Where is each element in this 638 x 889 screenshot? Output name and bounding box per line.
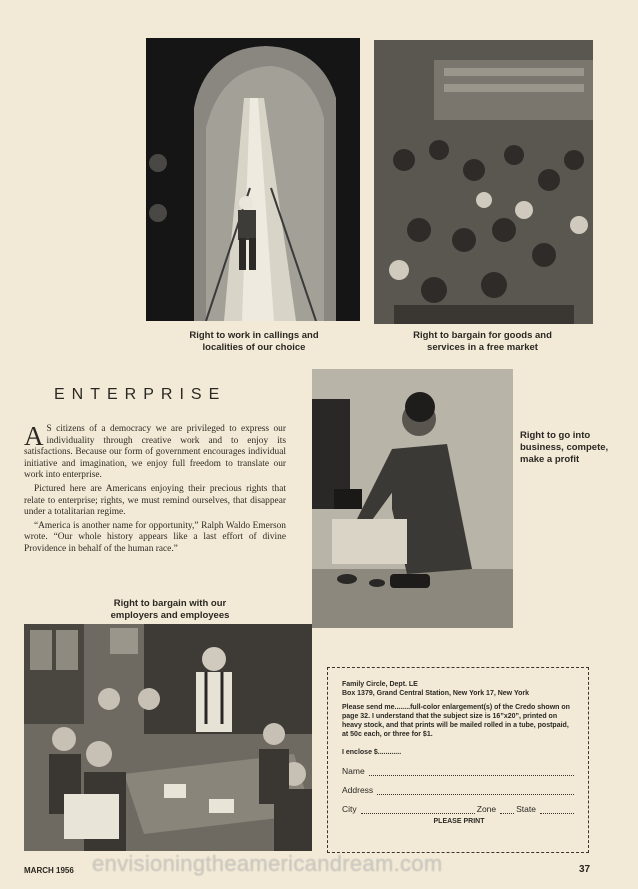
- coupon-name-row: [342, 766, 576, 776]
- coupon-state-field[interactable]: [540, 805, 574, 814]
- bridge-worker-illustration: [146, 38, 360, 321]
- shoeshine-photo-caption: Right to go into business, compete, make a profit: [520, 430, 609, 465]
- coupon-city-label: City: [342, 804, 357, 814]
- coupon-address-line1: Family Circle, Dept. LE: [342, 681, 418, 688]
- coupon-city-field[interactable]: [361, 805, 475, 814]
- article-paragraph-3: “America is another name for opportunity,” Ralph Waldo Emerson wrote. “Our whole history appears like a last effort of divine Providence in behalf of the human race.”: [24, 520, 286, 554]
- article-body: [24, 421, 286, 558]
- site-watermark: envisioningtheamericandream.com: [92, 851, 443, 876]
- coupon-name-label: Name: [342, 766, 365, 776]
- coupon-name-field[interactable]: [369, 767, 574, 776]
- coupon-address-row: [342, 785, 576, 795]
- market-crowd-photo: [374, 40, 593, 324]
- union-meeting-illustration: [24, 624, 312, 851]
- meeting-photo-caption: Right to bargain with our employers and employees: [110, 598, 230, 621]
- coupon-address-label: Address: [342, 785, 374, 795]
- shoeshine-boy-photo: [312, 369, 513, 628]
- page-number: 37: [579, 864, 591, 875]
- drop-cap: A: [24, 421, 44, 451]
- article-heading: ENTERPRISE: [54, 386, 227, 403]
- union-meeting-photo: [24, 624, 312, 851]
- market-photo-caption: Right to bargain for goods and services in a free market: [413, 330, 552, 353]
- issue-date: MARCH 1956: [24, 866, 74, 875]
- shoeshine-boy-illustration: [312, 369, 513, 628]
- bridge-photo-caption: Right to work in callings and localities of our choice: [189, 330, 319, 353]
- market-crowd-illustration: [374, 40, 593, 324]
- coupon-body: Please send me........full-color enlargement(s) of the Credo shown on page 32. I understand that the subject size is 16”x20”, printed on heavy stock, and that prints will be mailed rolled in a tube, postpaid, at 50c each, or three for $1.: [342, 704, 570, 738]
- coupon-print-note: PLEASE PRINT: [433, 818, 485, 825]
- coupon-address-field[interactable]: [377, 786, 574, 795]
- article-paragraph-1: A S citizens of a democracy we are privileged to express our individuality through creative work and to enjoy its satisfactions. Because our form of government encourages individual initiative and imagination, we enjoy full freedom to translate our work into enterprise.: [24, 421, 286, 481]
- bridge-worker-photo: [146, 38, 360, 321]
- coupon-enclose: I enclose $............: [342, 749, 402, 756]
- coupon-zone-label: Zone: [476, 804, 497, 814]
- coupon-city-row: [342, 804, 576, 814]
- coupon-zone-field[interactable]: [500, 805, 514, 814]
- order-coupon: [327, 667, 589, 853]
- coupon-state-label: State: [516, 804, 536, 814]
- article-paragraph-2: Pictured here are Americans enjoying their precious rights that relate to enterprise; rights, we must remind ourselves, that disappear under a totalitarian regime.: [24, 483, 286, 518]
- coupon-address-line2: Box 1379, Grand Central Station, New York 17, New York: [342, 690, 529, 697]
